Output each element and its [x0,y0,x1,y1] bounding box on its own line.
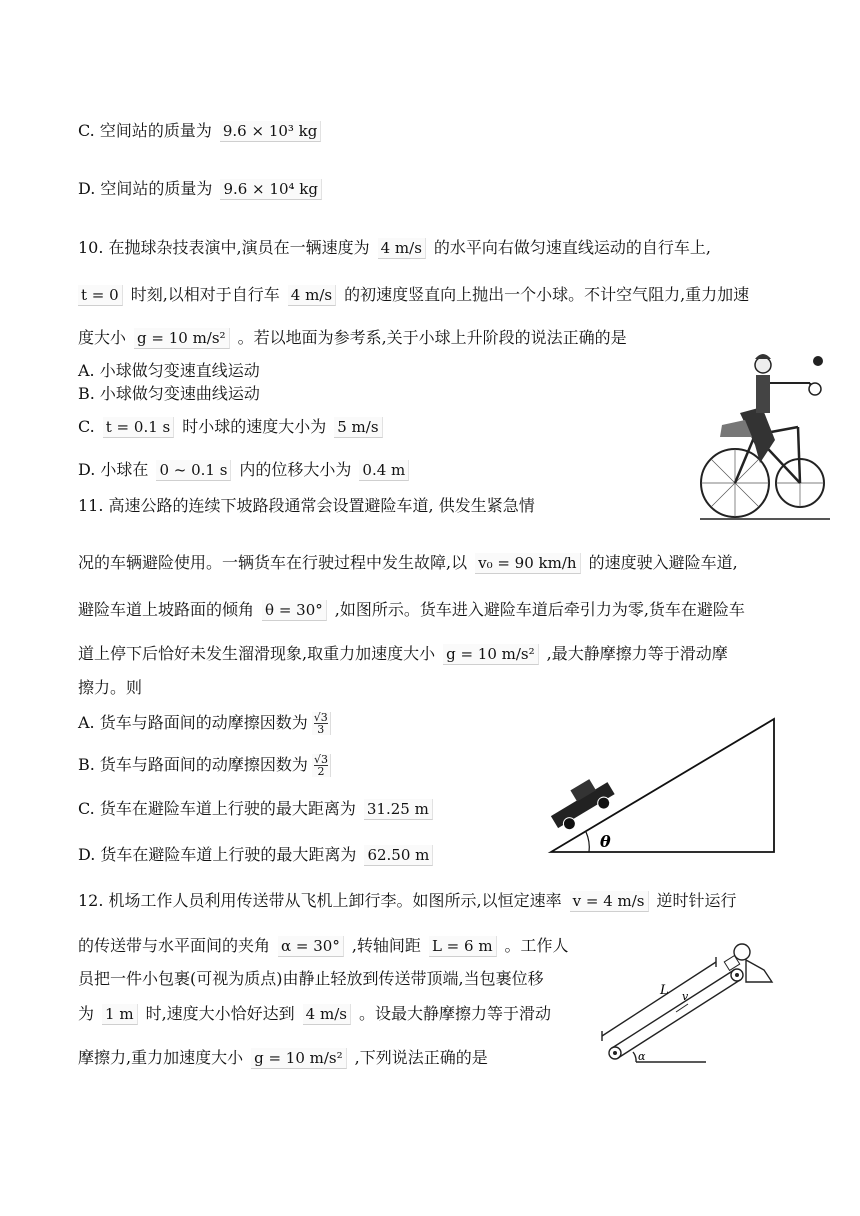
alpha-label: α [638,1050,646,1063]
q12-stem-line4: 为 1 m 时,速度大小恰好达到 4 m/s 。设最大静摩擦力等于滑动 [78,1004,551,1023]
q11-stem-line4: 道上停下后恰好未发生溜滑现象,取重力加速度大小 g = 10 m/s² ,最大静摩擦力等于滑动摩 [78,644,728,663]
q11-option-d: D. 货车在避险车道上行驶的最大距离为 62.50 m [78,842,441,866]
velocity-label: v [682,990,689,1003]
math-formula: α = 30° [278,936,344,957]
fraction: $\frac{√3}{2}$ [312,754,331,777]
q11-option-c: C. 货车在避险车道上行驶的最大距离为 31.25 m [78,796,441,820]
math-formula: 0 ~ 0.1 s [156,460,231,481]
q9-option-d: D. 空间站的质量为 9.6 × 10⁴ kg [78,176,330,200]
theta-label: θ [600,832,611,851]
q10-option-d: D. 小球在 0 ~ 0.1 s 内的位移大小为 0.4 m [78,457,417,481]
math-formula: 1 m [102,1004,138,1025]
q11-stem-line2: 况的车辆避险使用。一辆货车在行驶过程中发生故障,以 v₀ = 90 km/h 的速度驶入避险车道, [78,553,738,572]
math-formula: t = 0 [78,285,123,306]
q12-stem-line3: 员把一件小包裹(可视为质点)由静止轻放到传送带顶端,当包裹位移 [78,969,544,988]
q12-stem-line1: 12. 机场工作人员利用传送带从飞机上卸行李。如图所示,以恒定速率 v = 4 m/s 逆时针运行 [78,891,737,910]
math-formula: θ = 30° [262,600,327,621]
math-formula: g = 10 m/s² [134,328,230,349]
math-formula: 31.25 m [364,799,433,820]
q9-option-c: C. 空间站的质量为 9.6 × 10³ kg [78,118,329,142]
math-formula: v = 4 m/s [570,891,649,912]
math-formula: g = 10 m/s² [251,1048,347,1069]
math-formula: L = 6 m [429,936,497,957]
conveyor-belt-figure [596,938,776,1070]
q11-stem-line3: 避险车道上坡路面的倾角 θ = 30° ,如图所示。货车进入避险车道后牵引力为零,货车在避险车 [78,600,745,619]
math-formula: g = 10 m/s² [443,644,539,665]
math-formula: t = 0.1 s [103,417,174,438]
q12-stem-line5: 摩擦力,重力加速度大小 g = 10 m/s² ,下列说法正确的是 [78,1048,488,1067]
math-formula: 0.4 m [359,460,409,481]
ramp-truck-figure [545,715,780,857]
math-formula: v₀ = 90 km/h [475,553,580,574]
fraction: $\frac{√3}{3}$ [312,712,331,735]
juggler-bicycle-figure [700,345,830,523]
math-formula: 4 m/s [378,238,426,259]
math-formula: 4 m/s [303,1004,351,1025]
q11-stem-line5: 擦力。则 [78,678,143,697]
length-label: L [660,983,669,998]
q10-option-c: C. t = 0.1 s 时小球的速度大小为 5 m/s [78,414,391,438]
math-formula: 5 m/s [334,417,382,438]
q11-option-b: B. 货车与路面间的动摩擦因数为 $\frac{√3}{2}$ [78,752,331,777]
math-formula: 9.6 × 10⁴ kg [220,179,322,200]
math-formula: 62.50 m [364,845,433,866]
q10-stem-line2: t = 0 时刻,以相对于自行车 4 m/s 的初速度竖直向上抛出一个小球。不计空气阻力,重力加速 [78,282,749,306]
q10-option-a: A. 小球做匀变速直线运动 [78,361,260,380]
q10-stem-line1: 10. 在抛球杂技表演中,演员在一辆速度为 4 m/s 的水平向右做匀速直线运动的自行车上, [78,238,712,257]
math-formula: 9.6 × 10³ kg [220,121,322,142]
q10-stem-line3: 度大小 g = 10 m/s² 。若以地面为参考系,关于小球上升阶段的说法正确的是 [78,328,627,347]
q12-stem-line2: 的传送带与水平面间的夹角 α = 30° ,转轴间距 L = 6 m 。工作人 [78,936,569,955]
q11-stem-line1: 11. 高速公路的连续下坡路段通常会设置避险车道, 供发生紧急情 [78,496,535,515]
math-formula: 4 m/s [288,285,336,306]
q11-option-a: A. 货车与路面间的动摩擦因数为 $\frac{√3}{3}$ [78,710,331,735]
q10-option-b: B. 小球做匀变速曲线运动 [78,384,260,403]
